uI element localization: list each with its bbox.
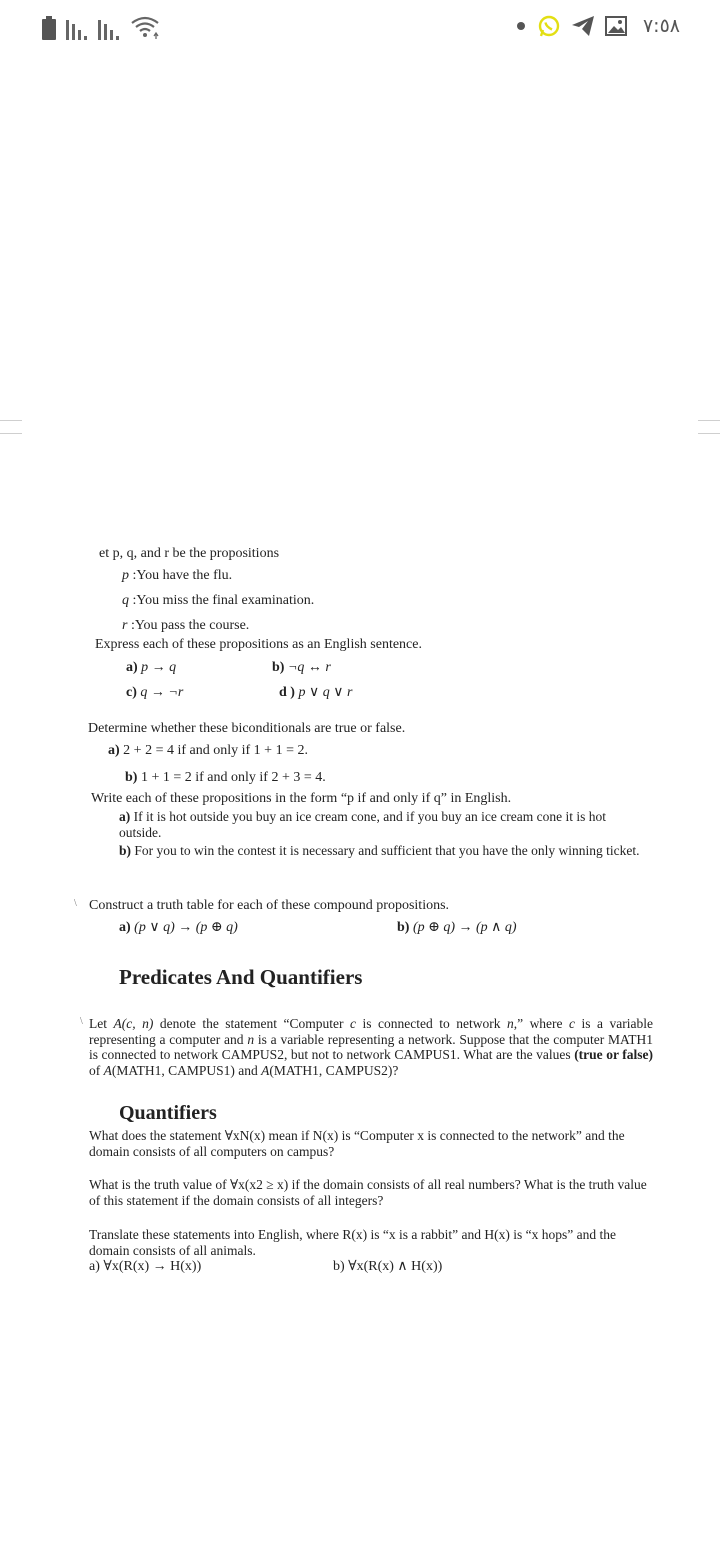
q3-b-label: b) [119,843,132,858]
q1-item-c [126,685,183,701]
q1-b-label: b) [272,660,285,675]
q5-s5: is connected to network [356,1016,507,1031]
q3-item-a [119,809,645,840]
q5-s2: A(c, n) [113,1016,154,1031]
q1-item-a [126,660,176,676]
q1-b-expr: ¬q ↔ r [284,660,331,675]
signal-bars-2-icon [98,18,120,40]
page-edge-right [698,420,720,434]
whatsapp-icon [537,14,561,38]
q3-a-label: a) [119,809,131,824]
q1-d-label: d ) [279,685,295,700]
q1-prop-q-text: :You miss the final examination. [129,593,315,608]
q3-item-b [119,843,645,859]
q2-b-text: 1 + 1 = 2 if and only if 2 + 3 = 4. [137,770,326,785]
q3-b-text: For you to win the contest it is necessary and sufficient that you have the only winning ticket. [131,843,640,858]
q7-paragraph: What is the truth value of ∀x(x2 ≥ x) if the domain consists of all real numbers? What is the truth value of this statement if the domain consists of all integers? [89,1177,647,1208]
heading-predicates: Predicates And Quantifiers [119,965,363,989]
status-right-group [515,14,680,38]
var-q: q [122,593,129,608]
q4-marker: \ [74,898,77,909]
q1-intro: et p, q, and r be the propositions [99,546,280,561]
q8-item-a: a) ∀x(R(x) → H(x)) [89,1259,202,1274]
q1-a-label: a) [126,660,138,675]
battery-icon [42,16,56,40]
q3-a-text: If it is hot outside you buy an ice cream cone, and if you buy an ice cream cone it is hot outside. [119,809,606,840]
q1-item-d [279,685,352,701]
q5-s6: n [506,1016,514,1031]
q1-prop-p [122,568,232,584]
q5-s17: (MATH1, CAMPUS2)? [269,1062,399,1078]
q5-s12: (true or false) [574,1047,654,1062]
telegram-icon [571,14,595,38]
q4-a-expr: (p ∨ q) → (p ⊕ q) [130,920,238,935]
q2-item-b [125,770,326,786]
q5-s10: n [247,1031,255,1047]
q2-item-a [108,743,308,759]
q8-paragraph: Translate these statements into English, where R(x) is “x is a rabbit” and H(x) is “x hops” and the domain consists of all animals. [89,1227,617,1258]
q4-b-expr: (p ⊕ q) → (p ∧ q) [409,920,517,935]
q1-prop-q [122,593,314,609]
notification-dot-icon [515,20,527,32]
q5-s1: Let [89,1016,114,1031]
q5-s7: ,” where [513,1016,570,1031]
q1-instruction: Express each of these propositions as an English sentence. [95,637,422,652]
q2-a-text: 2 + 2 = 4 if and only if 1 + 1 = 2. [119,743,308,758]
gallery-icon [605,15,627,37]
q1-d-expr: p ∨ q ∨ r [294,685,353,700]
q5-marker: \ [80,1016,83,1027]
q2-instruction: Determine whether these biconditionals are true or false. [88,721,406,736]
q5-s13: of [89,1062,104,1078]
q2-b-label: b) [125,770,138,785]
q2-a-label: a) [108,743,120,758]
q4-instruction: Construct a truth table for each of these compound propositions. [89,898,450,913]
q1-prop-r-text: :You pass the course. [127,618,250,633]
q4-item-a [119,920,238,936]
wifi-icon [130,14,162,40]
q5-s11: is a variable representing a network. Suppose that the computer MATH1 is connected to network CAMPUS2, but not to network CAMPUS1. What are the values [89,1031,654,1062]
status-time: ٧:٥٨ [642,15,680,37]
page-edge-left [0,420,22,434]
q1-prop-p-text: :You have the flu. [129,568,233,583]
status-bar [0,0,720,52]
q5-s8: c [569,1016,576,1031]
q4-b-label: b) [397,920,410,935]
q1-c-expr: q → ¬r [136,685,184,700]
q5-s15: (MATH1, CAMPUS1) and [111,1062,262,1078]
heading-quantifiers: Quantifiers [119,1102,217,1124]
q5-s16: A [261,1062,270,1078]
q1-item-b [272,660,331,676]
q1-a-expr: p → q [137,660,177,675]
q5-s3: denote the statement “Computer [153,1016,351,1031]
var-p: p [122,568,129,583]
q4-a-label: a) [119,920,131,935]
q1-c-label: c) [126,685,137,700]
signal-bars-1-icon [66,18,88,40]
q6-paragraph: What does the statement ∀xN(x) mean if N(x) is “Computer x is connected to the network” and the domain consists of all computers on campus? [89,1128,625,1159]
q5-s4: c [350,1016,357,1031]
q5-s9: is a variable representing a computer and [89,1016,653,1047]
q5-s14: A [103,1062,112,1078]
q3-instruction: Write each of these propositions in the form “p if and only if q” in English. [91,791,512,806]
q8-item-b: b) ∀x(R(x) ∧ H(x)) [333,1259,443,1274]
q5-paragraph [89,1016,653,1078]
q4-item-b [397,920,517,936]
q1-prop-r [122,618,249,634]
var-r: r [122,618,128,633]
status-left-group [42,14,162,40]
